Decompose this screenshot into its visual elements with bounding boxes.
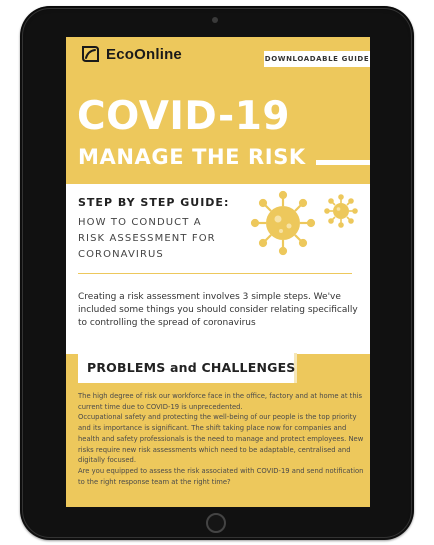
ecoonline-logo-icon bbox=[80, 44, 100, 64]
guide-divider bbox=[78, 273, 352, 274]
body-paragraph: Occupational safety and protecting the well-being of our people is the top priority and its importance is significant. The shift taking place now for companies and health and safety professionals is the need to manage and protect employees. New risks require new risk assessments which need to be adaptable, centralised and digitally focused. bbox=[78, 413, 364, 465]
page-subtitle: MANAGE THE RISK bbox=[78, 145, 306, 169]
guide-line: HOW TO CONDUCT A bbox=[78, 217, 202, 228]
problems-body bbox=[78, 391, 368, 487]
virus-icon bbox=[250, 190, 316, 256]
body-paragraph: Are you equipped to assess the risk associated with COVID-19 and send notification to the right response team at the right time? bbox=[78, 466, 364, 486]
tablet-screen bbox=[66, 37, 370, 507]
downloadable-guide-tag: DOWNLOADABLE GUIDE bbox=[264, 51, 370, 67]
intro-text: Creating a risk assessment involves 3 simple steps. We've included some things you should consider relating specifically to controlling the spread of coronavirus bbox=[78, 292, 358, 328]
guide-line: RISK ASSESSMENT FOR bbox=[78, 233, 216, 244]
page-title: COVID-19 bbox=[77, 94, 290, 139]
camera-icon bbox=[212, 17, 218, 23]
title-accent-bar bbox=[316, 160, 370, 165]
virus-icon bbox=[324, 194, 358, 228]
problems-heading: PROBLEMS and CHALLENGES bbox=[87, 360, 296, 375]
guide-line: CORONAVIRUS bbox=[78, 249, 164, 260]
brand-logo bbox=[80, 44, 182, 64]
brand-name: EcoOnline bbox=[106, 45, 182, 63]
body-paragraph: The high degree of risk our workforce face in the office, factory and at home at this current time due to COVID-19 is unprecedented. bbox=[78, 392, 363, 411]
guide-heading: STEP BY STEP GUIDE: bbox=[78, 196, 230, 209]
home-button[interactable] bbox=[206, 513, 226, 533]
